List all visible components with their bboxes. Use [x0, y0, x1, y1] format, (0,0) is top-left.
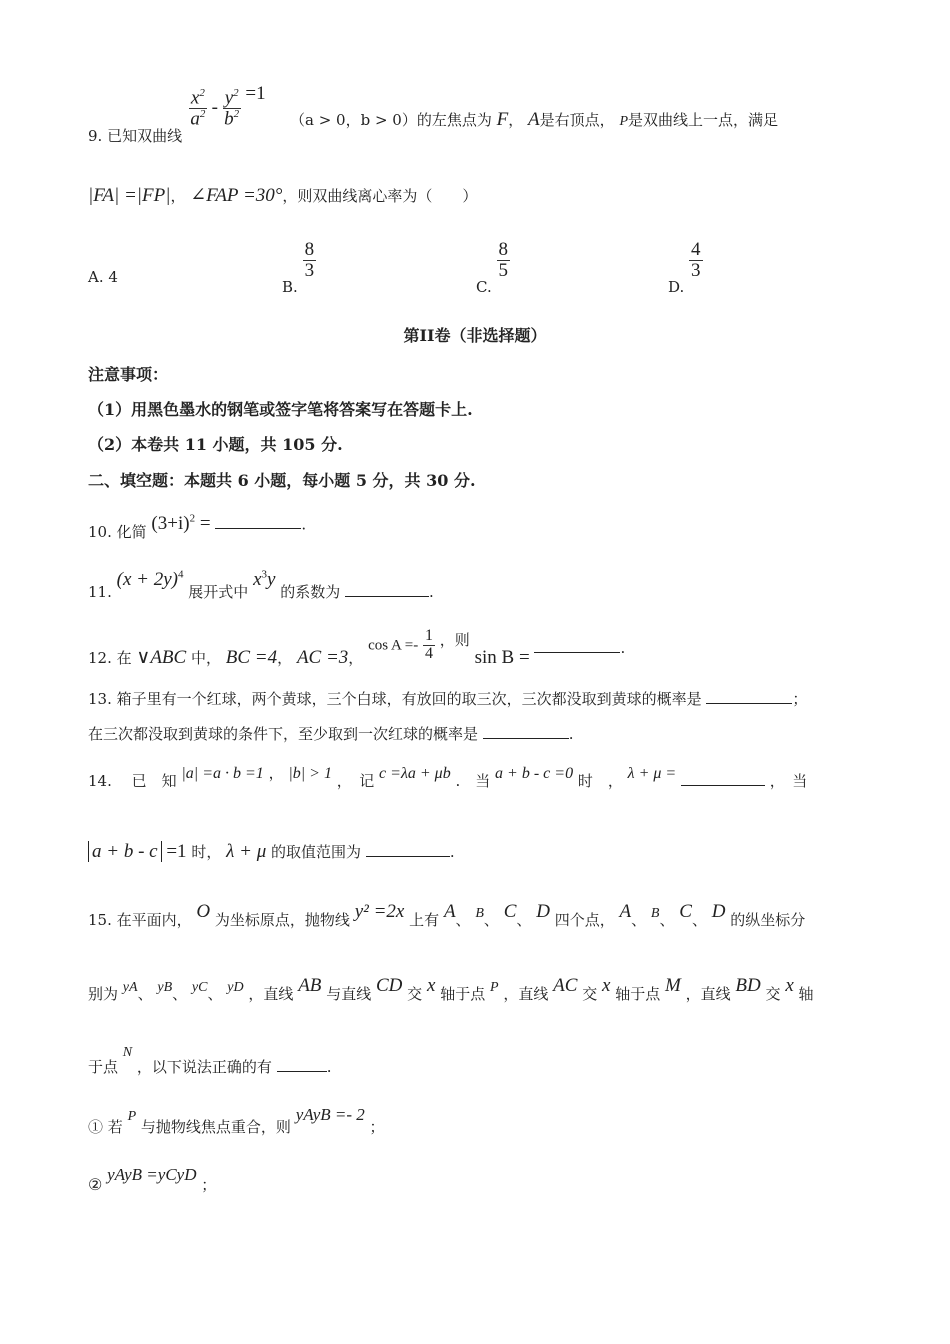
- q13-answer-blank-2[interactable]: [483, 737, 569, 739]
- q15-line2: [88, 975, 814, 1003]
- q15-BD: BD: [735, 975, 761, 996]
- q15-var-C2: C: [679, 901, 692, 922]
- q12-cos: cos A =-: [368, 637, 419, 654]
- q11-text-2: 的系数为: [280, 583, 341, 602]
- q14-math-4: a + b - c =0: [495, 765, 574, 782]
- q12-end: .: [620, 639, 626, 658]
- q14-math-1: |a| =a · b =1: [181, 765, 264, 782]
- q9-text-3: 是双曲线上一点，满足: [628, 111, 779, 129]
- q15-var-A1: A: [443, 901, 456, 922]
- q12-answer-blank[interactable]: [534, 651, 620, 653]
- q15-l2-d2: 、: [172, 985, 188, 1003]
- q15-x3: x: [785, 975, 794, 996]
- q15-item1-text-2: 与抛物线焦点重合，则: [140, 1118, 291, 1136]
- q15-var-C1: C: [503, 901, 517, 922]
- q15-l2-t10: 与直线: [326, 985, 372, 1003]
- q15-l2-t22: ，直线: [685, 985, 731, 1003]
- q13-text-1: 13. 箱子里有一个红球，两个黄球，三个白球，有放回的取三次，三次都没取到黄球的概率是: [88, 690, 702, 708]
- q14-sep-3: . 当: [455, 772, 491, 790]
- q12-text-1: 中，: [190, 649, 221, 668]
- q15-dun-4: 、: [631, 911, 647, 929]
- q9-minus: -: [211, 96, 218, 118]
- part-2-heading: 二、填空题：本题共 6 小题，每小题 5 分，共 30 分.: [88, 471, 476, 490]
- q9-line2: [88, 186, 477, 205]
- q15-item2: [88, 1165, 217, 1194]
- option-a-label: A. 4: [88, 268, 118, 286]
- q13-end-1: ；: [792, 690, 808, 708]
- q15-yA: yA: [122, 980, 138, 995]
- q9-option-d[interactable]: [668, 239, 703, 297]
- q14-lambda-mu: λ + μ: [226, 841, 267, 862]
- q14-sep-5: ， 当: [769, 772, 808, 790]
- q14-sep-1: ，: [268, 764, 284, 782]
- q15-l2-t26: 轴: [798, 985, 814, 1003]
- section-title: 第II卷（非选择题）: [403, 326, 547, 345]
- q15-yB: yB: [157, 980, 173, 995]
- q9-comma: ，: [508, 111, 524, 129]
- q15-var-O: O: [196, 901, 211, 922]
- q9-angle: ∠FAP =30°: [190, 185, 283, 206]
- q14-answer-blank-1[interactable]: [681, 784, 765, 786]
- q9-condition: （a > 0，b > 0）: [290, 111, 417, 129]
- q15-var-D2: D: [711, 901, 726, 922]
- q15-dun-3: 、: [516, 911, 532, 929]
- q9-sep: ，: [170, 187, 186, 205]
- q15-CD: CD: [375, 975, 403, 996]
- q13-line1: [88, 692, 807, 707]
- q15-dun-1: 、: [455, 911, 471, 929]
- q9-var-A: A: [528, 109, 540, 130]
- q15-yD: yD: [227, 980, 244, 995]
- q14-math-2: |b| > 1: [288, 765, 332, 782]
- q12: [88, 627, 626, 669]
- q9-line2-end: ，则双曲线离心率为（ ）: [282, 187, 478, 205]
- q14-eq: =1: [161, 841, 187, 862]
- q14-math-3: c =λa + μb: [379, 765, 451, 782]
- q12-sep: ，: [277, 649, 293, 668]
- q9-text-2: 是右顶点，: [539, 111, 615, 129]
- option-b-label: B.: [282, 278, 298, 297]
- q15-l2-d1: 、: [137, 985, 153, 1003]
- q12-bc: BC =4: [225, 647, 278, 669]
- q11-term: $x^3y$: [253, 569, 276, 591]
- q15-var-B1: B: [475, 906, 484, 921]
- q15-item2-number: ②: [88, 1175, 103, 1194]
- q15-AB: AB: [298, 975, 322, 996]
- q10-number: 10. 化简: [88, 523, 147, 542]
- q15-l2-t18: 交: [582, 985, 598, 1003]
- option-d-fraction: $\frac{4}{3}$: [691, 239, 701, 281]
- q15-l2-t0: 别为: [88, 985, 119, 1003]
- note-2: （2）本卷共 11 小题，共 105 分.: [88, 435, 343, 454]
- q14-line1: [88, 764, 808, 790]
- q15-parabola: y² =2x: [354, 901, 405, 922]
- q11-answer-blank[interactable]: [345, 595, 429, 597]
- q12-fraction: $\frac{1}{4}$: [425, 627, 434, 662]
- q15-l2-t24: 交: [765, 985, 781, 1003]
- q9-var-P: P: [619, 114, 629, 129]
- q11-text-1: 展开式中: [188, 583, 249, 602]
- q15-l1-t12: 四个点，: [554, 911, 615, 929]
- q15-item1: [88, 1105, 385, 1136]
- q15-M: M: [665, 975, 681, 996]
- q15-yC: yC: [191, 980, 208, 995]
- q14-text-2: 的取值范围为: [271, 843, 362, 861]
- option-c-fraction: $\frac{8}{5}$: [498, 239, 508, 281]
- q9-option-b[interactable]: [282, 239, 316, 297]
- q15-item2-end: ；: [201, 1176, 217, 1194]
- q9-fraction-x: $\frac{x^2}{a^2}$: [190, 87, 206, 130]
- q10-answer-blank[interactable]: [215, 527, 301, 529]
- q9-abs-eq: |FA| =|FP|: [88, 185, 171, 206]
- q15-l3-end: .: [326, 1058, 332, 1076]
- q9-option-a[interactable]: [88, 268, 118, 286]
- q14-number: 14. 已 知: [88, 772, 177, 790]
- q12-sep2: ，: [348, 649, 364, 668]
- q15-x1: x: [426, 975, 436, 996]
- q9-option-c[interactable]: [476, 239, 510, 297]
- q15-item2-math: yAyB =yCyD: [107, 1165, 197, 1184]
- q14-sep-2: ， 记: [336, 772, 375, 790]
- q14-abs-expr: a + b - c: [88, 841, 162, 862]
- q13-answer-blank-1[interactable]: [706, 702, 792, 704]
- q14-sep-4: 时 ，: [577, 772, 623, 790]
- option-d-label: D.: [668, 278, 685, 297]
- q15-var-D1: D: [536, 901, 550, 922]
- q15-answer-blank[interactable]: [277, 1070, 327, 1072]
- q9-text-1: 的左焦点为: [416, 111, 492, 129]
- q10-end: .: [301, 515, 307, 534]
- q15-l2-d3: 、: [207, 985, 223, 1003]
- q14-end: .: [449, 843, 455, 861]
- note-1: （1）用黑色墨水的钢笔或签字笔将答案写在答题卡上.: [88, 400, 473, 419]
- q12-ac: AC =3: [296, 647, 349, 669]
- q15-item1-math: yAyB =- 2: [295, 1105, 365, 1124]
- q11-expression: $(x + 2y)^4$: [116, 569, 184, 591]
- q15-l1-t2: 为坐标原点，抛物线: [214, 911, 350, 929]
- q15-item1-text: ① 若: [88, 1118, 123, 1136]
- q14-math-5: λ + μ =: [627, 765, 677, 782]
- q14-line2: [88, 842, 455, 861]
- q9-var-F: F: [496, 109, 509, 130]
- q10: [88, 513, 307, 542]
- q12-number: 12. 在: [88, 649, 132, 668]
- option-b-fraction: $\frac{8}{3}$: [304, 239, 315, 281]
- notes-heading: 注意事项：: [88, 365, 169, 384]
- q15-x2: x: [601, 975, 611, 996]
- q13-text-2: 在三次都没取到黄球的条件下，至少取到一次红球的概率是: [88, 725, 479, 743]
- q12-sin: sin B =: [474, 647, 530, 669]
- q15-item1-end: ；: [369, 1118, 385, 1136]
- q15-dun-6: 、: [691, 911, 707, 929]
- q15-var-A2: A: [619, 901, 632, 922]
- q11: [88, 569, 434, 602]
- q13-end-2: .: [568, 725, 574, 743]
- q15-N: N: [122, 1045, 133, 1060]
- q14-answer-blank-2[interactable]: [366, 855, 450, 857]
- q15-l2-t14: 轴于点: [440, 985, 486, 1003]
- q9-fraction-y: $\frac{y^2}{b^2}$: [224, 87, 240, 130]
- q15-l2-t20: 轴于点: [615, 985, 661, 1003]
- q12-triangle: ∨ABC: [136, 647, 187, 669]
- q10-expression: $(3+i)^2$ =: [151, 513, 211, 535]
- q15-l1-t4: 上有: [409, 911, 440, 929]
- q15-var-B2: B: [650, 906, 660, 921]
- q15-l3-text-2: ，以下说法正确的有: [136, 1058, 272, 1076]
- q15-dun-5: 、: [659, 911, 675, 929]
- q15-l3-text: 于点: [88, 1058, 119, 1076]
- q15-item1-P: P: [127, 1109, 137, 1124]
- q15-l1-t20: 的纵坐标分: [730, 911, 806, 929]
- q15-l1-t0: 15. 在平面内，: [88, 911, 192, 929]
- q11-end: .: [429, 583, 434, 602]
- q11-number: 11.: [88, 583, 112, 602]
- q15-l2-t12: 交: [407, 985, 423, 1003]
- q15-line1: [88, 901, 806, 929]
- q14-text: 时，: [191, 843, 222, 861]
- q9-line1-rest: [290, 110, 778, 129]
- q15-P: P: [489, 980, 499, 995]
- option-c-label: C.: [476, 278, 492, 297]
- q9-line1: [88, 82, 266, 145]
- q15-AC: AC: [553, 975, 578, 996]
- q9-equals-one: =1: [245, 82, 266, 104]
- q15-dun-2: 、: [483, 911, 499, 929]
- q12-text-2: ，则: [439, 631, 470, 650]
- q15-l2-t8: ，直线: [248, 985, 294, 1003]
- q15-l2-t16: ，直线: [503, 985, 549, 1003]
- q13-line2: [88, 727, 574, 742]
- q9-number: 9. 已知双曲线: [88, 126, 183, 145]
- q15-line3: [88, 1044, 332, 1076]
